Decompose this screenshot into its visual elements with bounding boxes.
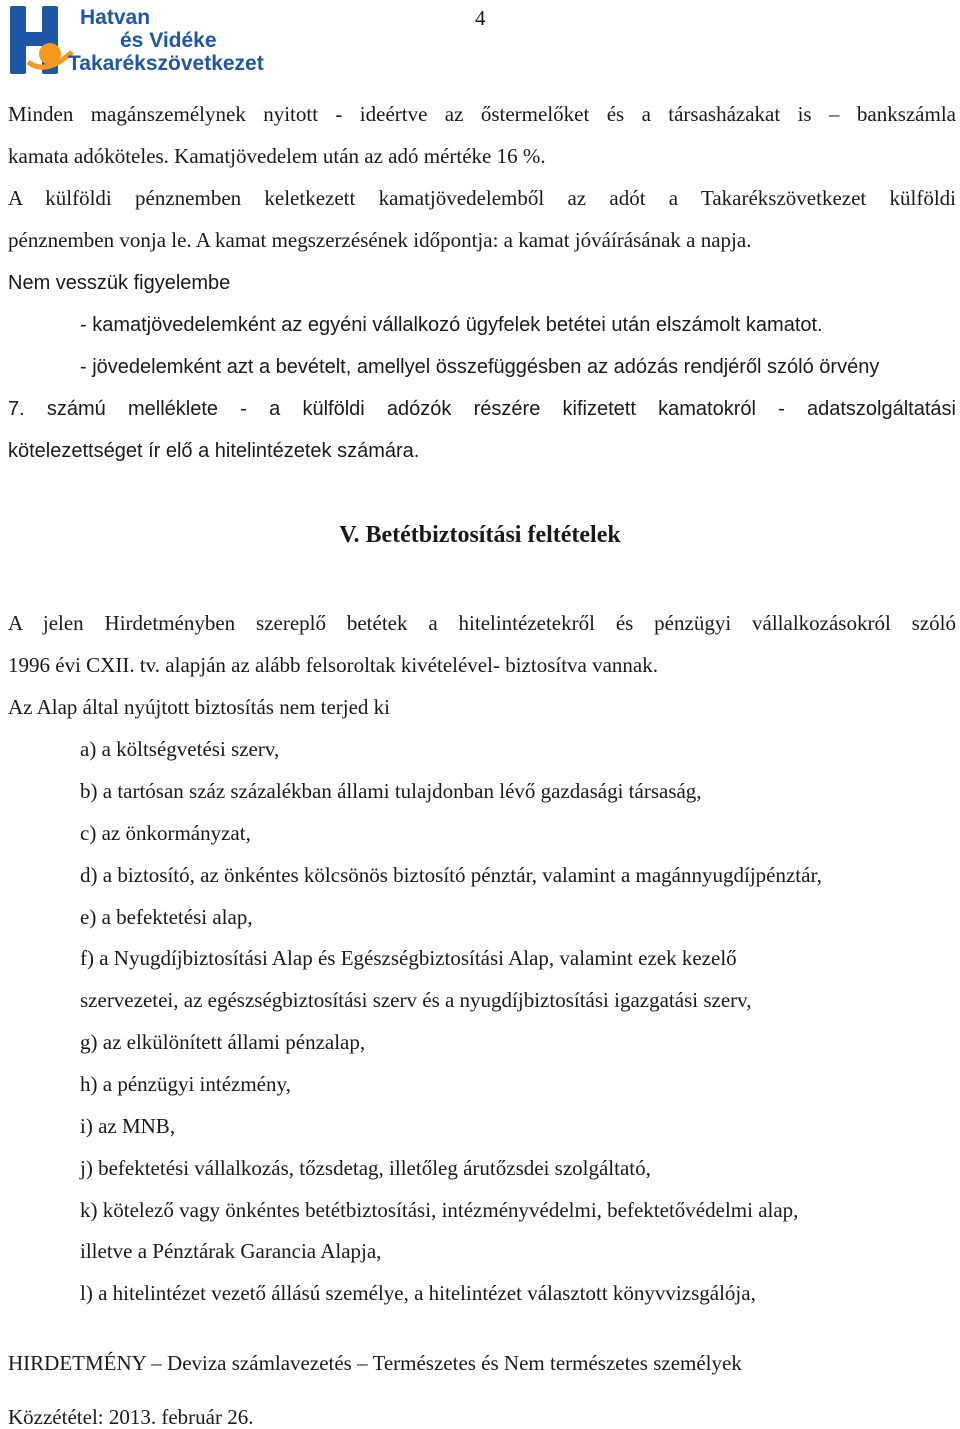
list-item: f) a Nyugdíjbiztosítási Alap és Egészségbiztosítási Alap, valamint ezek kezelő <box>80 946 737 970</box>
list-item: d) a biztosító, az önkéntes kölcsönös biztosító pénztár, valamint a magánnyugdíjpénztár, <box>80 863 822 887</box>
paragraph-line: 7. számú melléklete - a külföldi adózók részére kifizetett kamatokról - adatszolgáltatási <box>8 398 956 420</box>
paragraph-line: A külföldi pénznemben keletkezett kamatjövedelemből az adót a Takarékszövetkezet külföldi <box>8 186 956 210</box>
bank-logo <box>6 2 306 78</box>
paragraph-line: Az Alap által nyújtott biztosítás nem terjed ki <box>8 695 390 719</box>
list-item: e) a befektetési alap, <box>80 905 253 929</box>
list-item: g) az elkülönített állami pénzalap, <box>80 1030 366 1054</box>
publication-date: Közzététel: 2013. február 26. <box>8 1405 254 1429</box>
list-item: l) a hitelintézet vezető állású személye, a hitelintézet választott könyvvizsgálója, <box>80 1281 756 1305</box>
logo-line-es-videke: és Vidéke <box>120 29 217 52</box>
paragraph-line: Nem vesszük figyelembe <box>8 272 231 294</box>
list-item: a) a költségvetési szerv, <box>80 737 280 761</box>
list-item: k) kötelező vagy önkéntes betétbiztosítási, intézményvédelmi, befektetővédelmi alap, <box>80 1198 799 1222</box>
list-item: illetve a Pénztárak Garancia Alapja, <box>80 1239 382 1263</box>
list-item: h) a pénzügyi intézmény, <box>80 1072 291 1096</box>
paragraph-line: pénznemben vonja le. A kamat megszerzésének időpontja: a kamat jóváírásának a napja. <box>8 228 752 252</box>
exception-item: - kamatjövedelemként az egyéni vállalkozó ügyfelek betétei után elszámolt kamatot. <box>80 314 823 336</box>
list-item: i) az MNB, <box>80 1114 176 1138</box>
logo-line-hatvan: Hatvan <box>80 6 151 29</box>
list-item: c) az önkormányzat, <box>80 821 251 845</box>
list-item: j) befektetési vállalkozás, tőzsdetag, illetőleg árutőzsdei szolgáltató, <box>80 1156 651 1180</box>
list-item: b) a tartósan száz százalékban állami tulajdonban lévő gazdasági társaság, <box>80 779 702 803</box>
document-footer-title: HIRDETMÉNY – Deviza számlavezetés – Természetes és Nem természetes személyek <box>8 1351 742 1375</box>
list-item: szervezetei, az egészségbiztosítási szerv és a nyugdíjbiztosítási igazgatási szerv, <box>80 988 752 1012</box>
paragraph-line: kötelezettséget ír elő a hitelintézetek számára. <box>8 440 420 462</box>
paragraph-line: A jelen Hirdetményben szereplő betétek a hitelintézetekről és pénzügyi vállalkozásokról szóló <box>8 611 956 635</box>
page-number: 4 <box>475 6 486 30</box>
section-heading: V. Betétbiztosítási feltételek <box>339 522 621 548</box>
paragraph-line: kamata adóköteles. Kamatjövedelem után az adó mértéke 16 %. <box>8 144 546 168</box>
paragraph-line: Minden magánszemélynek nyitott - ideértve az őstermelőket és a társasházakat is – bankszámla <box>8 102 956 126</box>
logo-line-takarekszovetkezet: Takarékszövetkezet <box>68 52 264 75</box>
exception-item: - jövedelemként azt a bevételt, amellyel összefüggésben az adózás rendjéről szóló örvény <box>80 356 880 378</box>
paragraph-line: 1996 évi CXII. tv. alapján az alább felsoroltak kivételével- biztosítva vannak. <box>8 653 658 677</box>
